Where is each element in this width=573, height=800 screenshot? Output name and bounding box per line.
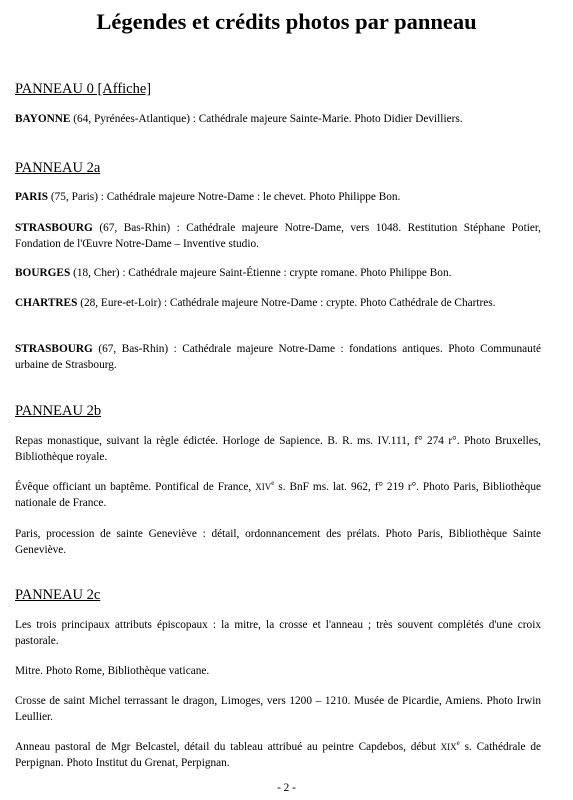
place-name: STRASBOURG (15, 222, 93, 234)
section-panneau-2c (15, 586, 541, 769)
caption-text: (75, Paris) : Cathédrale majeure Notre-Dame : le chevet. Photo Philippe Bon. (48, 191, 401, 203)
caption-text: Évêque officiant un baptême. Pontifical de France, (15, 481, 256, 493)
century-numeral: XIX (440, 742, 457, 752)
caption-text: s. Cathédrale de Perpignan. Photo Institut du Grenat, Perpignan. (15, 741, 541, 769)
place-name: CHARTRES (15, 297, 78, 309)
caption-entry (15, 480, 541, 511)
caption-text: (67, Bas-Rhin) : Cathédrale majeure Notre-Dame : fondations antiques. Photo Communauté urbaine de Strasbourg. (15, 343, 541, 371)
section-heading: PANNEAU 2b (15, 403, 102, 419)
century-superscript: e (456, 739, 460, 748)
caption-text: s. BnF ms. lat. 962, f° 219 r°. Photo Paris, Bibliothèque nationale de France. (15, 481, 541, 509)
heading-extra: [Affiche] (93, 81, 152, 97)
caption-entry (15, 342, 541, 373)
caption-entry: Mitre. Photo Rome, Bibliothèque vaticane. (15, 665, 210, 677)
caption-text: (64, Pyrénées-Atlantique) : Cathédrale majeure Sainte-Marie. Photo Didier Devilliers. (70, 113, 463, 125)
place-name: BOURGES (15, 267, 71, 279)
century-superscript: e (271, 479, 275, 488)
caption-text: (18, Cher) : Cathédrale majeure Saint-Étienne : crypte romane. Photo Philippe Bon. (70, 267, 452, 279)
caption-entry (15, 221, 541, 252)
place-name: BAYONNE (15, 113, 71, 125)
caption-text: (28, Eure-et-Loir) : Cathédrale majeure Notre-Dame : crypte. Photo Cathédrale de Chartres. (77, 297, 496, 309)
caption-entry (15, 296, 541, 312)
section-heading: PANNEAU 2c (15, 587, 101, 603)
caption-entry: Crosse de saint Michel terrassant le dragon, Limoges, vers 1200 – 1210. Musée de Picardie, Amiens. Photo Irwin Leullier. (15, 695, 541, 723)
heading-label: PANNEAU 0 (15, 81, 94, 97)
caption-entry (15, 266, 541, 282)
caption-text: Anneau pastoral de Mgr Belcastel, détail du tableau attribué au peintre Capdebos, début (15, 741, 441, 753)
page-title: Légendes et crédits photos par panneau (96, 9, 477, 34)
section-panneau-0 (15, 80, 541, 125)
section-panneau-2b (15, 402, 541, 556)
caption-text: (67, Bas-Rhin) : Cathédrale majeure Notre-Dame, vers 1048. Restitution Stéphane Potier, Fondation de l'Œuvre Notre-Dame – Inventive studio. (15, 222, 541, 250)
section-panneau-2a (15, 159, 541, 371)
place-name: STRASBOURG (15, 343, 93, 355)
page-number: - 2 - (277, 782, 296, 794)
caption-entry: Repas monastique, suivant la règle édictée. Horloge de Sapience. B. R. ms. IV.111, f° 274 r°. Photo Bruxelles, Bibliothèque royale. (15, 435, 541, 463)
century-numeral: XIV (255, 482, 272, 492)
section-heading (15, 80, 541, 98)
caption-entry: Paris, procession de sainte Geneviève : détail, ordonnancement des prélats. Photo Paris, Bibliothèque Sainte Geneviève. (15, 528, 541, 556)
section-heading: PANNEAU 2a (15, 160, 101, 176)
caption-entry (15, 112, 541, 128)
caption-entry (15, 740, 541, 771)
place-name: PARIS (15, 191, 49, 203)
caption-entry (15, 190, 541, 206)
caption-entry: Les trois principaux attributs épiscopaux : la mitre, la crosse et l'anneau ; très souvent complétés d'une croix pastorale. (15, 619, 541, 647)
